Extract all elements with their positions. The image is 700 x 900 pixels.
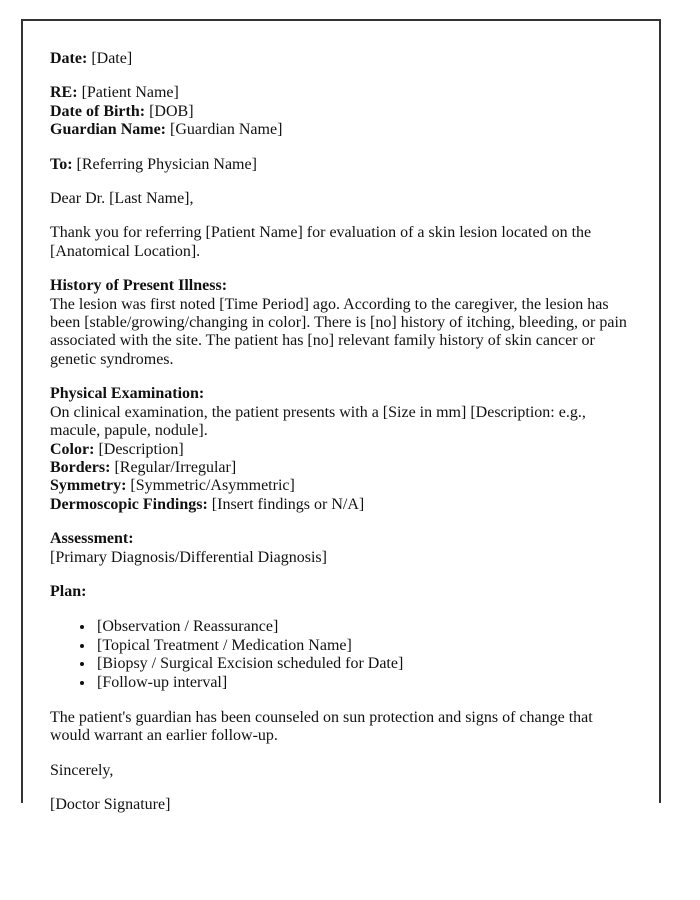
borders-value: [Regular/Irregular] xyxy=(114,458,237,476)
guardian-value: [Guardian Name] xyxy=(170,121,283,139)
closing-note: The patient's guardian has been counseled on sun protection and signs of change that would warrant an earlier follow-up. xyxy=(50,708,593,745)
physical-exam-body: On clinical examination, the patient presents with a [Size in mm] [Description: e.g., macule, papule, nodule]. xyxy=(50,403,586,440)
patient-block xyxy=(50,84,632,139)
symmetry-label: Symmetry: xyxy=(50,477,127,495)
plan-item: • [Follow-up interval] xyxy=(95,674,632,692)
doctor-signature: [Doctor Signature] xyxy=(50,796,171,814)
guardian-line xyxy=(50,121,632,139)
plan-heading-paragraph xyxy=(50,583,632,601)
re-label: RE: xyxy=(50,84,78,102)
dermoscopic-value: [Insert findings or N/A] xyxy=(211,495,365,513)
dermoscopic-line xyxy=(50,496,632,514)
dermoscopic-label: Dermoscopic Findings: xyxy=(50,495,208,513)
to-label: To: xyxy=(50,155,73,173)
plan-item: • [Biopsy / Surgical Excision scheduled for Date] xyxy=(95,655,632,673)
color-line xyxy=(50,441,632,459)
dob-label: Date of Birth: xyxy=(50,102,146,120)
symmetry-value: [Symmetric/Asymmetric] xyxy=(130,477,295,495)
guardian-label: Guardian Name: xyxy=(50,121,166,139)
hpi-section xyxy=(50,277,632,369)
intro-paragraph: Thank you for referring [Patient Name] for evaluation of a skin lesion located on the [Anatomical Location]. xyxy=(50,224,592,260)
re-line xyxy=(50,84,632,102)
date-value: [Date] xyxy=(91,50,133,67)
hpi-body: The lesion was first noted [Time Period] ago. According to the caregiver, the lesion has been [stable/growing/changing in color]. There is [no] history of itching, bleeding, or pain associated with the site. The patient has [no] relevant family history of skin cancer or genetic syndromes. xyxy=(50,295,627,368)
to-line xyxy=(50,156,632,174)
salutation: Dear Dr. [Last Name], xyxy=(50,190,194,208)
plan-list xyxy=(50,618,632,692)
assessment-heading: Assessment: xyxy=(50,530,134,548)
color-value: [Description] xyxy=(98,440,184,458)
plan-heading: Plan: xyxy=(50,582,87,600)
dob-line xyxy=(50,103,632,121)
color-label: Color: xyxy=(50,440,95,458)
borders-label: Borders: xyxy=(50,458,111,476)
re-value: [Patient Name] xyxy=(81,84,179,102)
borders-line xyxy=(50,459,632,477)
assessment-body: [Primary Diagnosis/Differential Diagnosis] xyxy=(50,548,327,566)
plan-item: • [Observation / Reassurance] xyxy=(95,618,632,636)
dob-value: [DOB] xyxy=(149,102,194,120)
symmetry-line xyxy=(50,477,632,495)
physical-exam-section xyxy=(50,385,632,514)
physical-exam-heading: Physical Examination: xyxy=(50,385,205,403)
plan-item: • [Topical Treatment / Medication Name] xyxy=(95,637,632,655)
letter-page xyxy=(21,19,661,814)
assessment-section xyxy=(50,530,632,567)
date-label: Date: xyxy=(50,50,88,67)
hpi-heading: History of Present Illness: xyxy=(50,277,228,295)
date-line xyxy=(50,50,632,68)
to-value: [Referring Physician Name] xyxy=(76,155,257,173)
sign-off: Sincerely, xyxy=(50,761,114,779)
